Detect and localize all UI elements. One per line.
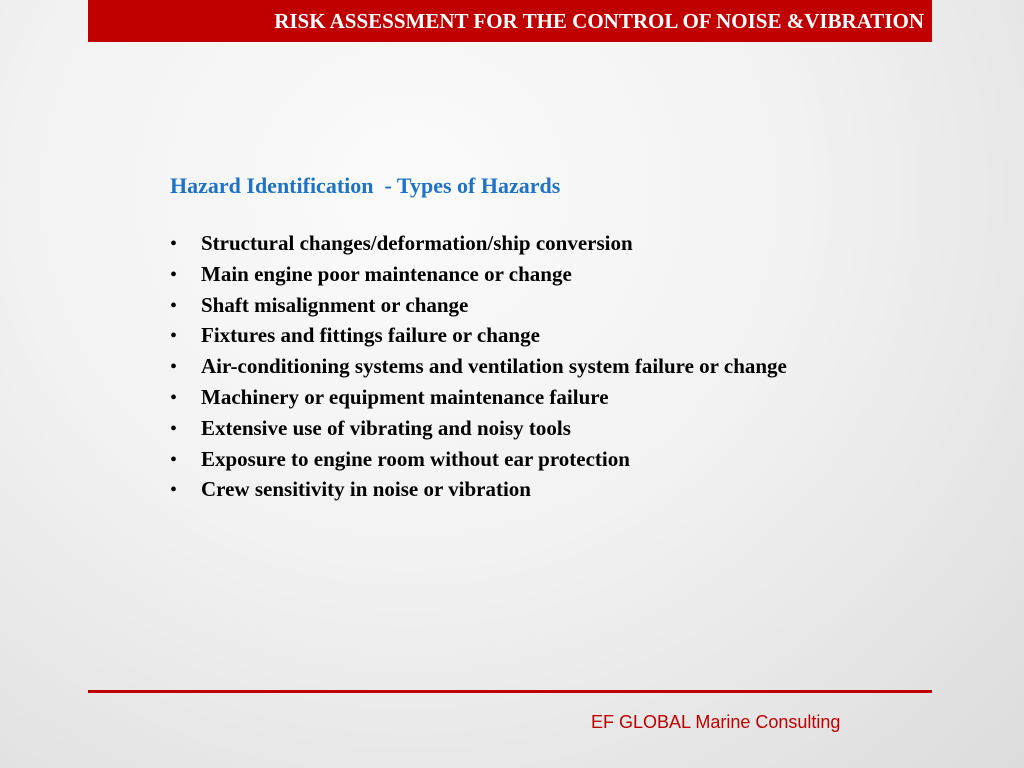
list-item [170,477,970,508]
list-item-text: Main engine poor maintenance or change [201,261,572,286]
bullet-icon: • [170,325,178,348]
title-bar [88,0,932,42]
slide-content [170,170,970,508]
hazard-list [170,231,970,508]
footer-divider [88,690,932,693]
list-item [170,447,970,478]
bullet-icon: • [170,417,178,440]
bullet-icon: • [170,386,178,409]
list-item [170,231,970,262]
bullet-icon: • [170,233,178,255]
list-item-text: Fixtures and fittings failure or change [201,323,540,348]
list-item [170,323,970,354]
section-subtitle: Hazard Identification - Types of Hazards [170,173,561,198]
list-item-text: Exposure to engine room without ear protection [201,446,630,471]
bullet-icon: • [170,479,178,502]
list-item-text: Machinery or equipment maintenance failure [201,384,609,409]
bullet-icon: • [170,448,178,471]
list-item-text: Extensive use of vibrating and noisy tools [201,415,571,440]
list-item-text: Structural changes/deformation/ship conversion [201,231,633,255]
slide-title: RISK ASSESSMENT FOR THE CONTROL OF NOISE &VIBRATION [274,8,924,33]
list-item [170,354,970,385]
bullet-icon: • [170,356,178,379]
list-item-text: Shaft misalignment or change [201,292,469,317]
footer-company-name: EF GLOBAL Marine Consulting [591,712,841,732]
list-item [170,262,970,293]
list-item-text: Air-conditioning systems and ventilation system failure or change [201,354,787,379]
list-item [170,416,970,447]
list-item [170,293,970,324]
list-item [170,385,970,416]
list-item-text: Crew sensitivity in noise or vibration [201,477,531,502]
bullet-icon: • [170,263,178,286]
bullet-icon: • [170,294,178,317]
